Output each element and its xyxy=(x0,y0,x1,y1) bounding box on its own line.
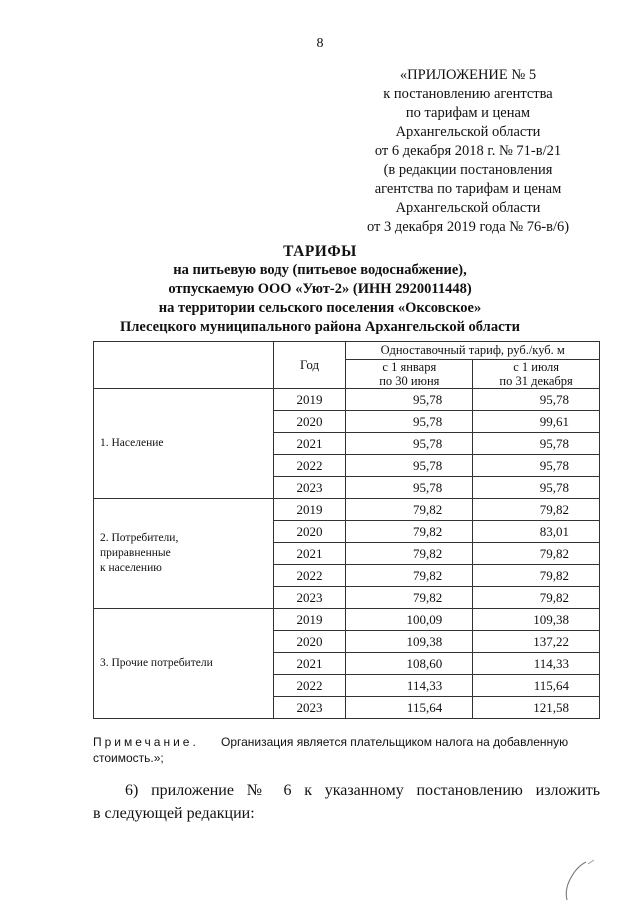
appendix-line: от 3 декабря 2019 года № 76-в/6) xyxy=(366,219,570,235)
note-label: Примечание. xyxy=(93,735,199,749)
tariff-h2-cell: 137,22 xyxy=(473,631,600,653)
header-period-2-line: по 31 декабря xyxy=(499,374,573,388)
note-text: Организация является плательщиком налога на добавленную xyxy=(221,735,569,749)
header-year: Год xyxy=(273,342,346,389)
tariff-table xyxy=(93,341,600,719)
page-number: 8 xyxy=(316,36,324,51)
note xyxy=(93,734,600,766)
year-cell: 2019 xyxy=(273,499,346,521)
appendix-line: Архангельской области xyxy=(395,124,541,140)
tariff-h1-cell: 108,60 xyxy=(346,653,473,675)
handwritten-mark xyxy=(560,858,600,903)
tariff-h1-cell: 109,38 xyxy=(346,631,473,653)
header-period-2 xyxy=(473,360,600,389)
appendix-line: Архангельской области xyxy=(395,200,541,216)
year-cell: 2019 xyxy=(273,389,346,411)
appendix-header xyxy=(340,66,596,237)
appendix-line: к постановлению агентства xyxy=(383,86,553,102)
tariff-h2-cell: 99,61 xyxy=(473,411,600,433)
tariff-h1-cell: 79,82 xyxy=(346,521,473,543)
table-row xyxy=(94,609,600,631)
table-row xyxy=(94,389,600,411)
tariff-h1-cell: 95,78 xyxy=(346,433,473,455)
appendix-line: «ПРИЛОЖЕНИЕ № 5 xyxy=(399,67,537,83)
year-cell: 2020 xyxy=(273,411,346,433)
header-period-1-line: по 30 июня xyxy=(379,374,440,388)
tariff-h1-cell: 79,82 xyxy=(346,543,473,565)
paragraph-line: в следующей редакции: xyxy=(93,805,255,822)
tariff-h1-cell: 79,82 xyxy=(346,565,473,587)
tariff-h1-cell: 100,09 xyxy=(346,609,473,631)
header-period-1 xyxy=(346,360,473,389)
header-period-2-line: с 1 июля xyxy=(513,360,559,374)
title-line: отпускаемую ООО «Уют-2» (ИНН 2920011448) xyxy=(168,281,472,297)
year-cell: 2020 xyxy=(273,521,346,543)
category-cell xyxy=(94,499,274,609)
category-line: 2. Потребители, xyxy=(100,532,179,544)
header-period-1-line: с 1 января xyxy=(382,360,437,374)
table-row xyxy=(94,499,600,521)
year-cell: 2023 xyxy=(273,587,346,609)
category-line: 1. Население xyxy=(100,437,164,449)
tariff-h1-cell: 114,33 xyxy=(346,675,473,697)
appendix-line: по тарифам и ценам xyxy=(405,105,531,121)
year-cell: 2022 xyxy=(273,455,346,477)
year-cell: 2020 xyxy=(273,631,346,653)
title-main: ТАРИФЫ xyxy=(283,243,357,260)
year-cell: 2023 xyxy=(273,477,346,499)
category-line: приравненные xyxy=(100,547,171,559)
tariff-h1-cell: 79,82 xyxy=(346,499,473,521)
tariff-h2-cell: 95,78 xyxy=(473,433,600,455)
tariff-h2-cell: 79,82 xyxy=(473,565,600,587)
tariff-h1-cell: 95,78 xyxy=(346,477,473,499)
year-cell: 2022 xyxy=(273,565,346,587)
paragraph-line: 6) приложение № 6 к указанному постановлению изложить xyxy=(125,782,600,799)
note-text-continued: стоимость.»; xyxy=(93,751,164,765)
tariff-h2-cell: 79,82 xyxy=(473,543,600,565)
tariff-h2-cell: 114,33 xyxy=(473,653,600,675)
year-cell: 2019 xyxy=(273,609,346,631)
tariff-h2-cell: 121,58 xyxy=(473,697,600,719)
category-cell xyxy=(94,609,274,719)
tariff-h2-cell: 115,64 xyxy=(473,675,600,697)
category-cell xyxy=(94,389,274,499)
year-cell: 2021 xyxy=(273,653,346,675)
tariff-h2-cell: 83,01 xyxy=(473,521,600,543)
category-line: 3. Прочие потребители xyxy=(100,657,213,669)
year-cell: 2021 xyxy=(273,543,346,565)
year-cell: 2023 xyxy=(273,697,346,719)
tariff-h1-cell: 115,64 xyxy=(346,697,473,719)
title-line: Плесецкого муниципального района Архангельской области xyxy=(120,319,520,335)
category-line: к населению xyxy=(100,562,162,574)
appendix-line: агентства по тарифам и ценам xyxy=(374,181,562,197)
tariff-h2-cell: 79,82 xyxy=(473,499,600,521)
header-tariff: Одноставочный тариф, руб./куб. м xyxy=(346,342,600,360)
tariff-h2-cell: 95,78 xyxy=(473,389,600,411)
tariff-h2-cell: 109,38 xyxy=(473,609,600,631)
appendix-line: от 6 декабря 2018 г. № 71-в/21 xyxy=(374,143,562,159)
appendix-line: (в редакции постановления xyxy=(383,162,553,178)
header-category-empty xyxy=(94,342,274,389)
year-cell: 2022 xyxy=(273,675,346,697)
tariff-h2-cell: 95,78 xyxy=(473,477,600,499)
year-cell: 2021 xyxy=(273,433,346,455)
tariff-h1-cell: 79,82 xyxy=(346,587,473,609)
document-title xyxy=(0,242,640,337)
table-body xyxy=(94,389,600,719)
title-line: на территории сельского поселения «Оксовское» xyxy=(158,300,482,316)
tariff-h2-cell: 95,78 xyxy=(473,455,600,477)
title-line: на питьевую воду (питьевое водоснабжение), xyxy=(173,262,467,278)
tariff-h1-cell: 95,78 xyxy=(346,389,473,411)
tariff-h1-cell: 95,78 xyxy=(346,455,473,477)
tariff-h2-cell: 79,82 xyxy=(473,587,600,609)
tariff-h1-cell: 95,78 xyxy=(346,411,473,433)
body-paragraph xyxy=(93,779,600,825)
